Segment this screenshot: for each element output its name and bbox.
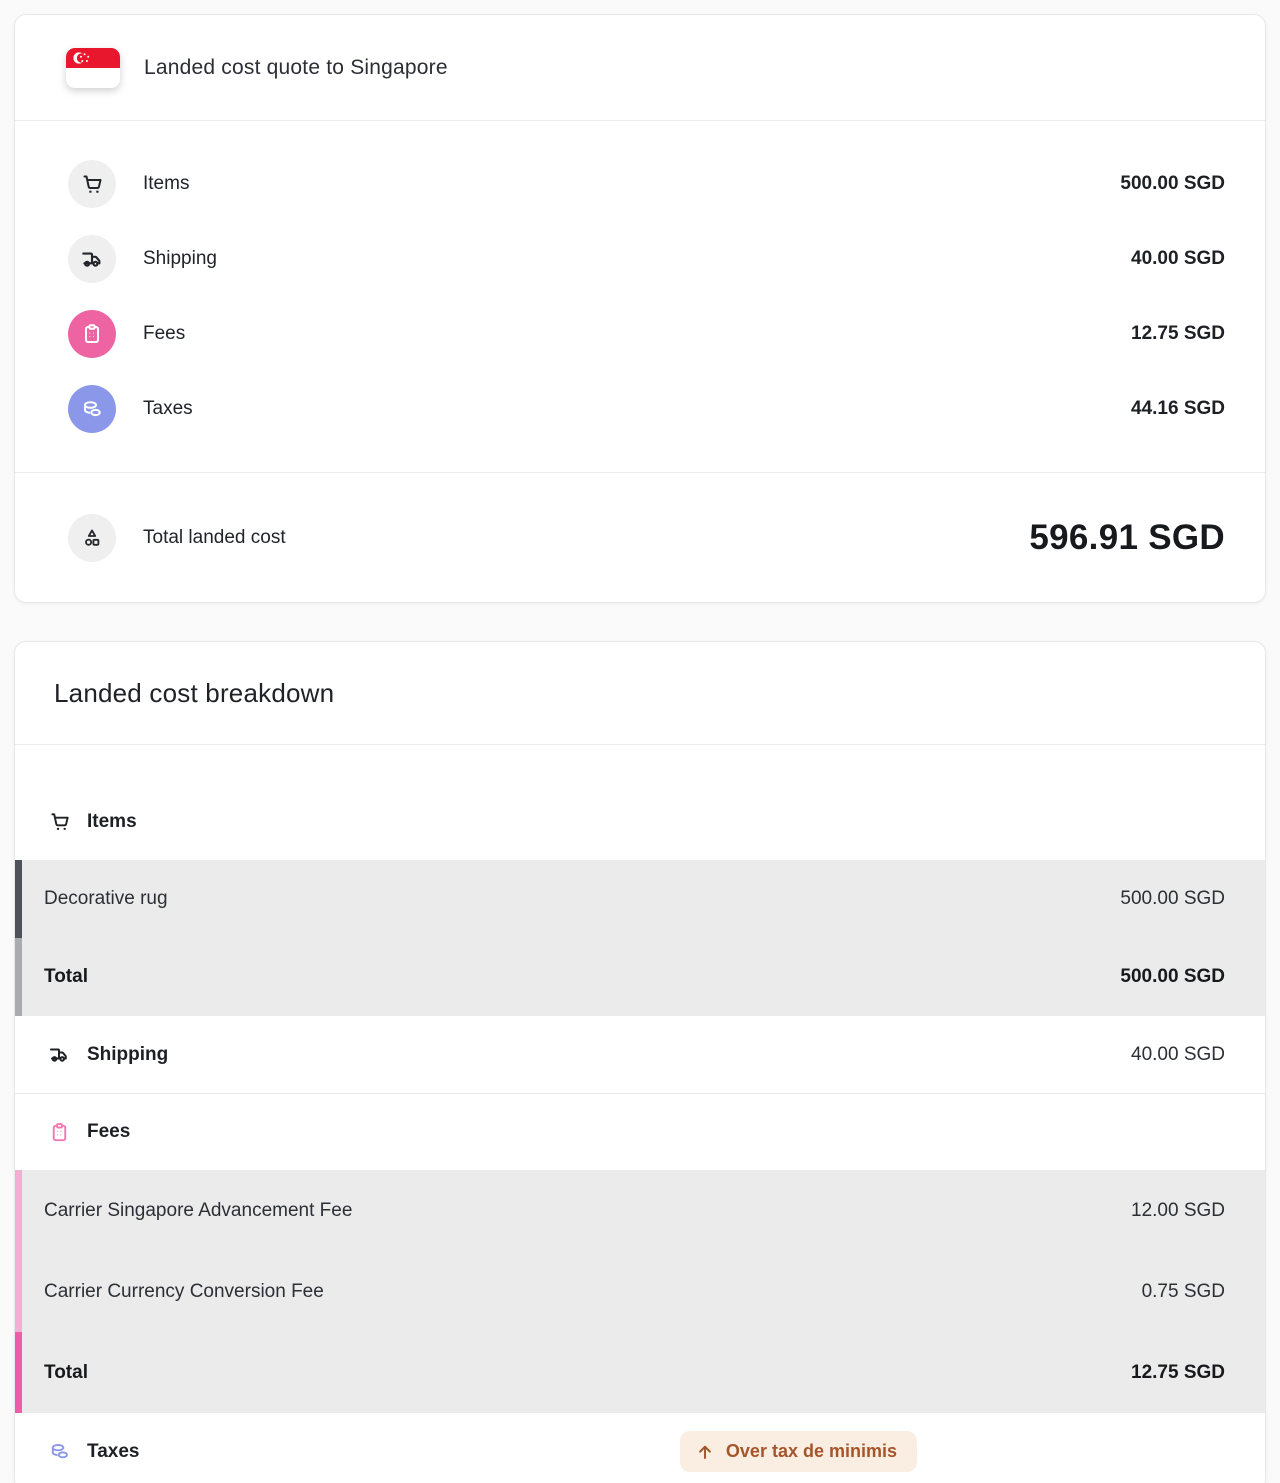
shipping-value: 40.00 SGD	[1131, 1043, 1225, 1065]
fees-total-label: Total	[44, 1361, 88, 1383]
summary-value: 44.16 SGD	[1131, 397, 1225, 419]
fee-value: 12.00 SGD	[1131, 1199, 1225, 1221]
summary-row-items	[15, 146, 1265, 221]
total-landed-cost-row	[15, 473, 1265, 602]
singapore-flag-icon	[66, 48, 120, 88]
quote-summary-list	[15, 121, 1265, 472]
summary-value: 40.00 SGD	[1131, 247, 1225, 269]
fee-name: Carrier Currency Conversion Fee	[44, 1280, 324, 1302]
items-total-accent-bar	[15, 938, 22, 1016]
summary-value: 12.75 SGD	[1131, 322, 1225, 344]
summary-value: 500.00 SGD	[1120, 172, 1225, 194]
fees-total-accent-bar	[15, 1332, 22, 1413]
fees-accent-bar	[15, 1170, 22, 1251]
items-total-label: Total	[44, 966, 88, 987]
quote-header	[15, 15, 1265, 120]
fees-total-value: 12.75 SGD	[1131, 1361, 1225, 1383]
fee-value: 0.75 SGD	[1141, 1280, 1225, 1302]
landed-cost-quote-card	[14, 14, 1266, 603]
truck-icon	[68, 235, 116, 283]
fees-total-row	[15, 1332, 1265, 1413]
over-tax-de-minimis-badge	[680, 1431, 917, 1472]
total-landed-cost-label: Total landed cost	[143, 526, 286, 548]
total-landed-cost-value: 596.91 SGD	[1029, 517, 1225, 557]
breakdown-section-items	[15, 783, 1265, 860]
items-total-value: 500.00 SGD	[1120, 966, 1225, 987]
clipboard-icon	[68, 310, 116, 358]
item-value: 500.00 SGD	[1120, 888, 1225, 909]
arrow-up-icon	[696, 1443, 714, 1461]
items-accent-bar	[15, 860, 22, 938]
breakdown-section-fees	[15, 1093, 1265, 1170]
breakdown-item-row	[15, 860, 1265, 938]
summary-label: Shipping	[143, 247, 217, 269]
coins-icon	[47, 1440, 71, 1464]
summary-row-shipping	[15, 221, 1265, 296]
cart-icon	[47, 810, 71, 834]
summary-label: Taxes	[143, 397, 193, 419]
divider	[15, 744, 1265, 745]
shapes-icon	[68, 514, 116, 562]
summary-label: Items	[143, 172, 190, 194]
summary-row-taxes	[15, 371, 1265, 446]
breakdown-section-shipping	[15, 1016, 1265, 1093]
breakdown-section-taxes	[15, 1413, 1265, 1483]
summary-row-fees	[15, 296, 1265, 371]
section-heading: Taxes	[87, 1440, 140, 1462]
landed-cost-breakdown-card	[14, 641, 1266, 1483]
items-total-row	[15, 938, 1265, 1016]
coins-icon	[68, 385, 116, 433]
breakdown-title: Landed cost breakdown	[54, 677, 335, 708]
breakdown-fee-row	[15, 1170, 1265, 1251]
truck-icon	[47, 1043, 71, 1067]
quote-title: Landed cost quote to Singapore	[144, 55, 448, 79]
fee-name: Carrier Singapore Advancement Fee	[44, 1199, 353, 1221]
item-name: Decorative rug	[44, 888, 168, 909]
cart-icon	[68, 160, 116, 208]
section-heading: Items	[87, 810, 137, 832]
section-heading: Shipping	[87, 1043, 169, 1065]
summary-label: Fees	[143, 322, 186, 344]
fees-accent-bar	[15, 1251, 22, 1332]
breakdown-fee-row	[15, 1251, 1265, 1332]
clipboard-icon	[47, 1120, 71, 1144]
badge-label: Over tax de minimis	[725, 1441, 897, 1461]
section-heading: Fees	[87, 1121, 131, 1142]
breakdown-header	[15, 642, 1265, 744]
